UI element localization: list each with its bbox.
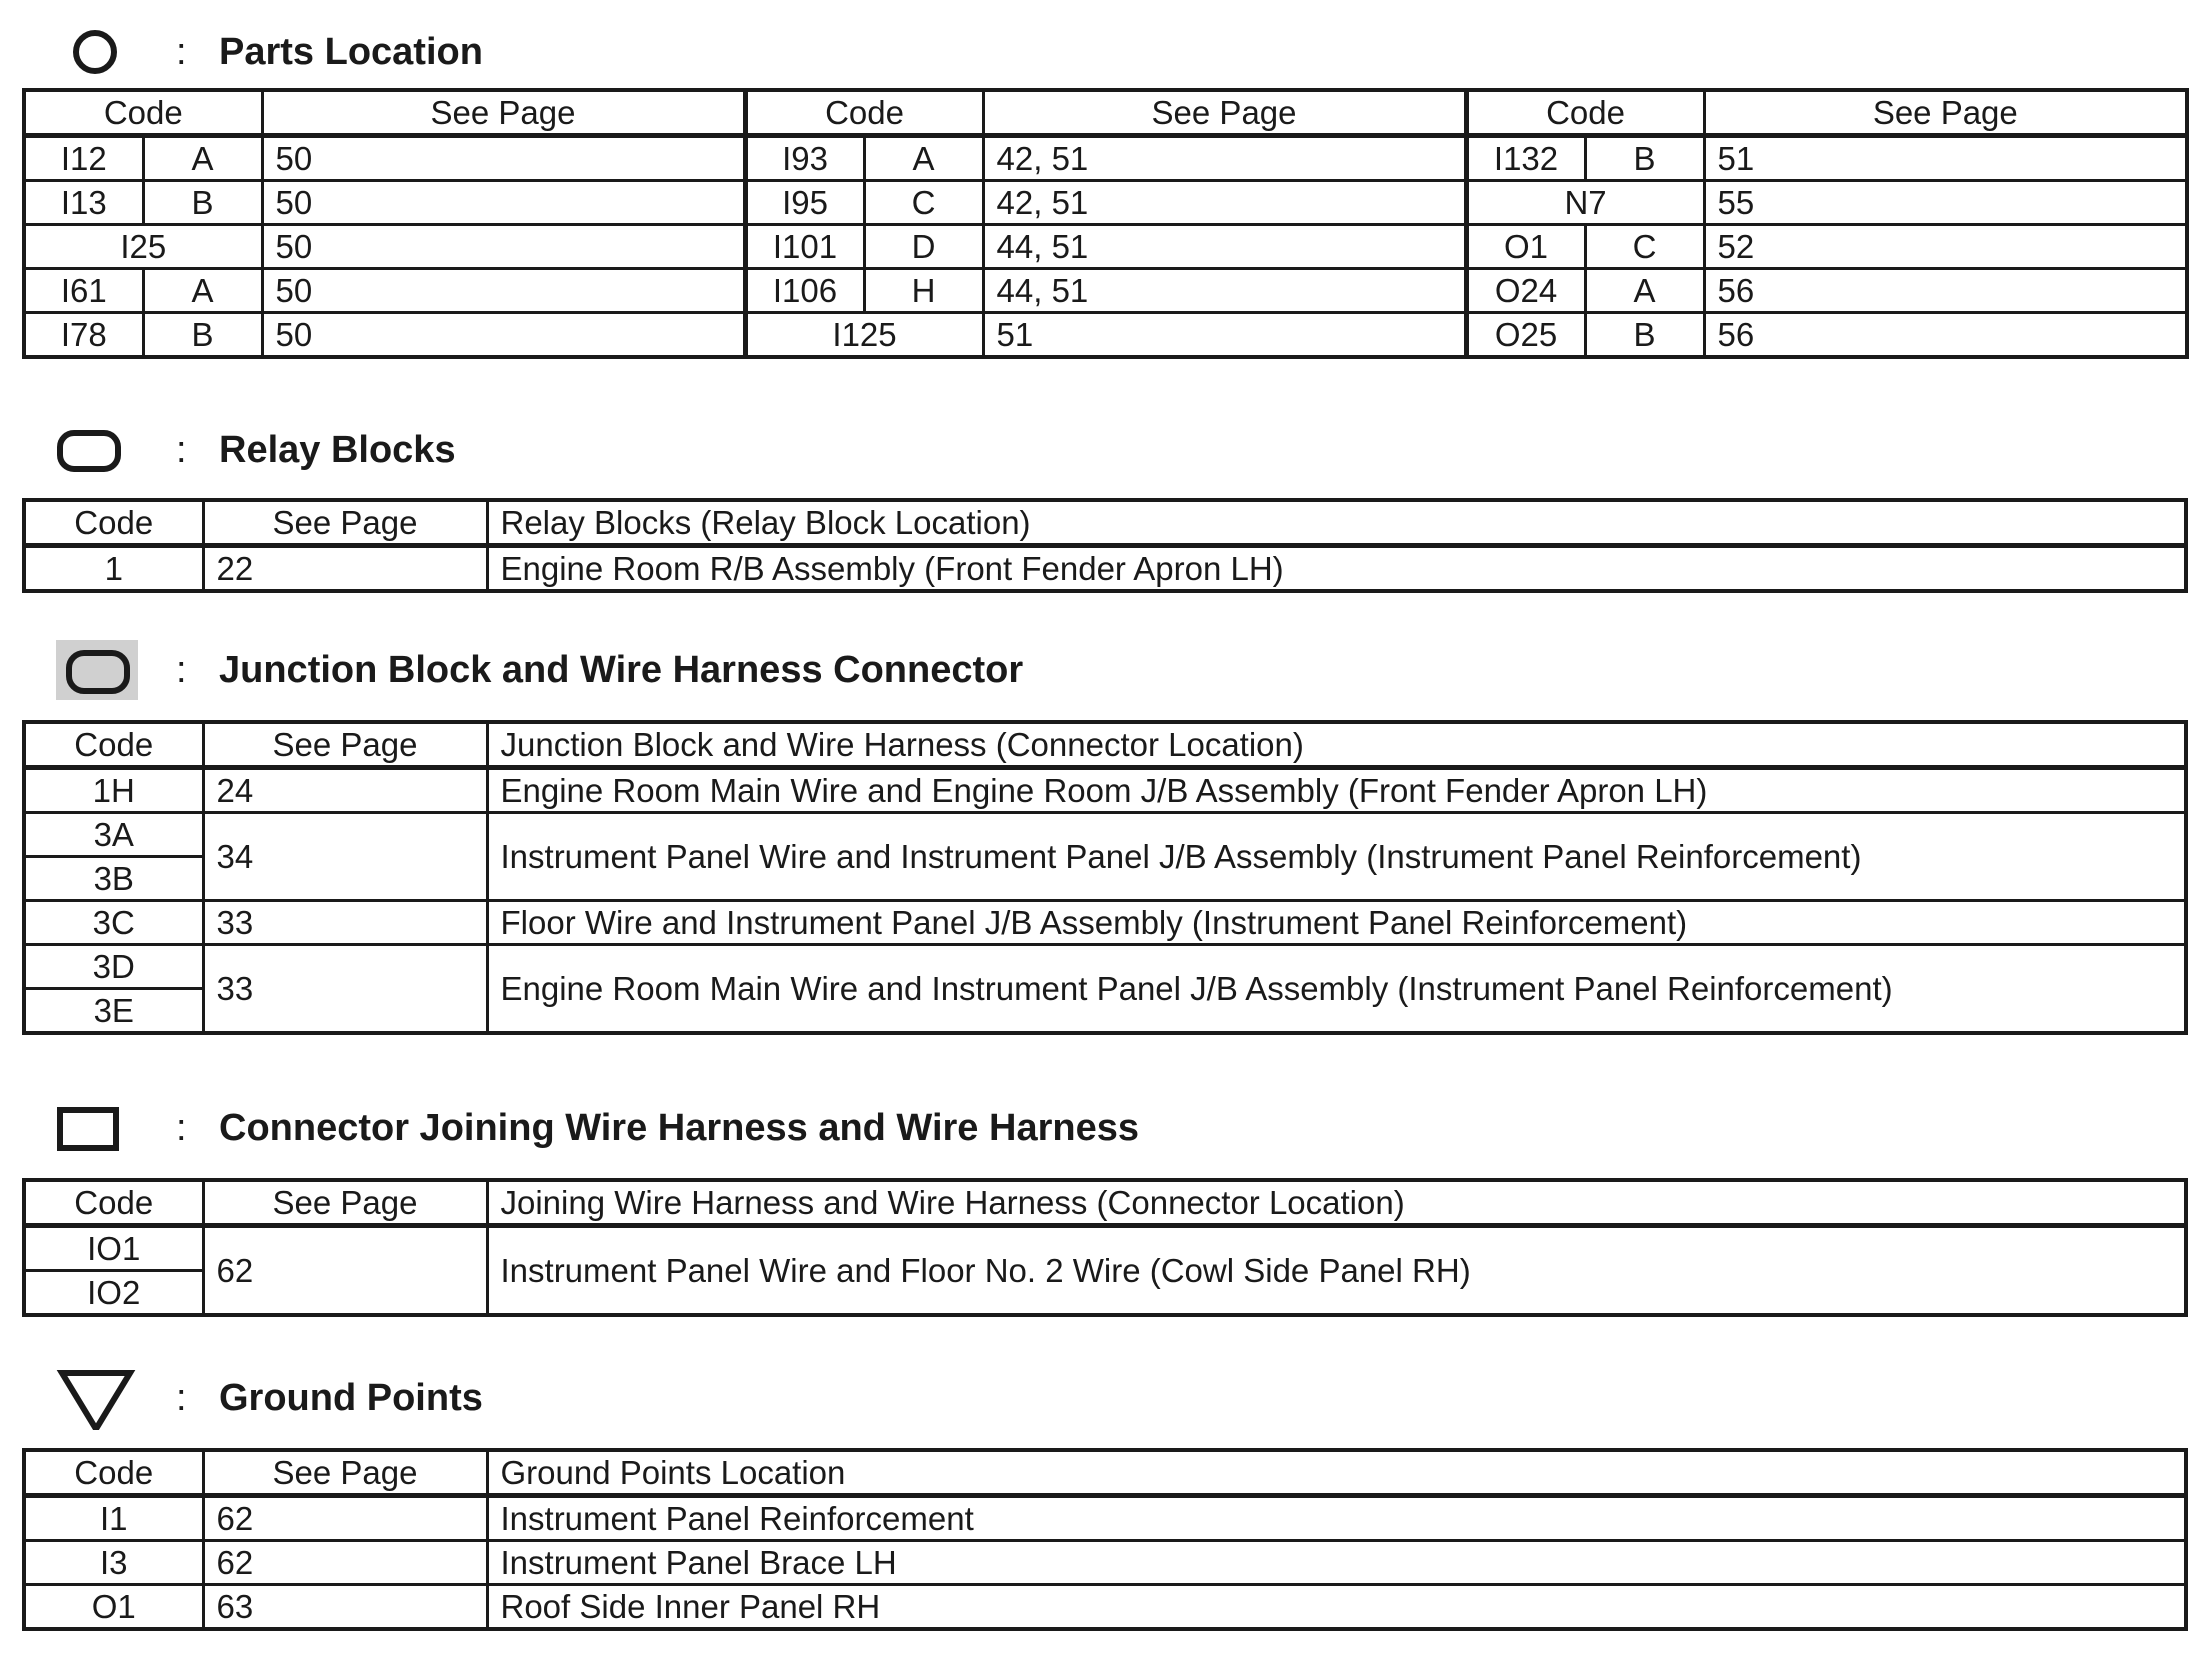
table-row xyxy=(24,813,2186,857)
table-row xyxy=(24,1541,2186,1585)
see-page-cell: 52 xyxy=(1704,225,2187,269)
colon: : xyxy=(176,1377,187,1419)
see-page-cell: 50 xyxy=(262,181,745,225)
code-cell: IO1 xyxy=(24,1226,203,1271)
code-cell: I13 xyxy=(24,181,143,225)
description-cell: Instrument Panel Wire and Instrument Panel J/B Assembly (Instrument Panel Reinforcement) xyxy=(487,813,2186,901)
variant-cell: D xyxy=(864,225,983,269)
see-page-cell: 63 xyxy=(203,1585,487,1630)
code-cell: I12 xyxy=(24,136,143,181)
see-page-cell: 62 xyxy=(203,1541,487,1585)
connector-joining-table xyxy=(22,1178,2188,1317)
header-description: Ground Points Location xyxy=(487,1450,2186,1496)
description-cell: Engine Room R/B Assembly (Front Fender Apron LH) xyxy=(487,546,2186,592)
see-page-cell: 50 xyxy=(262,269,745,313)
code-cell: I3 xyxy=(24,1541,203,1585)
header-code: Code xyxy=(24,90,262,136)
variant-cell: B xyxy=(143,181,262,225)
variant-cell: B xyxy=(143,313,262,358)
code-cell: I25 xyxy=(24,225,262,269)
table-header-row xyxy=(24,1180,2186,1226)
header-description: Joining Wire Harness and Wire Harness (Connector Location) xyxy=(487,1180,2186,1226)
table-row xyxy=(24,136,2187,181)
variant-cell: B xyxy=(1585,313,1704,358)
code-cell: I78 xyxy=(24,313,143,358)
colon: : xyxy=(176,649,187,691)
description-cell: Engine Room Main Wire and Engine Room J/B Assembly (Front Fender Apron LH) xyxy=(487,768,2186,813)
code-cell: I101 xyxy=(745,225,864,269)
table-row xyxy=(24,1226,2186,1271)
see-page-cell: 51 xyxy=(983,313,1466,358)
see-page-cell: 50 xyxy=(262,313,745,358)
code-cell: 3E xyxy=(24,989,203,1034)
see-page-cell: 51 xyxy=(1704,136,2187,181)
circle-icon xyxy=(56,22,138,82)
code-cell: O1 xyxy=(1466,225,1585,269)
code-cell: I106 xyxy=(745,269,864,313)
code-cell: I95 xyxy=(745,181,864,225)
code-cell: I61 xyxy=(24,269,143,313)
variant-cell: A xyxy=(864,136,983,181)
see-page-cell: 44, 51 xyxy=(983,225,1466,269)
variant-cell: B xyxy=(1585,136,1704,181)
table-header-row xyxy=(24,500,2186,546)
table-header-row xyxy=(24,1450,2186,1496)
code-cell: 3C xyxy=(24,901,203,945)
section-title: Relay Blocks xyxy=(219,429,456,471)
header-see-page: See Page xyxy=(203,722,487,768)
see-page-cell: 62 xyxy=(203,1226,487,1316)
see-page-cell: 55 xyxy=(1704,181,2187,225)
see-page-cell: 62 xyxy=(203,1496,487,1541)
header-see-page: See Page xyxy=(203,1450,487,1496)
junction-block-table xyxy=(22,720,2188,1035)
table-row xyxy=(24,269,2187,313)
code-cell: I93 xyxy=(745,136,864,181)
rectangle-icon xyxy=(56,1098,138,1158)
variant-cell: C xyxy=(864,181,983,225)
see-page-cell: 22 xyxy=(203,546,487,592)
code-cell: IO2 xyxy=(24,1271,203,1316)
header-description: Relay Blocks (Relay Block Location) xyxy=(487,500,2186,546)
header-code: Code xyxy=(745,90,983,136)
variant-cell: A xyxy=(143,136,262,181)
parts-location-heading xyxy=(56,22,2132,82)
section-title: Ground Points xyxy=(219,1377,483,1419)
ground-points-heading xyxy=(56,1368,2132,1428)
code-cell: O1 xyxy=(24,1585,203,1630)
see-page-cell: 44, 51 xyxy=(983,269,1466,313)
see-page-cell: 50 xyxy=(262,225,745,269)
table-header-row xyxy=(24,90,2187,136)
header-code: Code xyxy=(24,500,203,546)
description-cell: Instrument Panel Brace LH xyxy=(487,1541,2186,1585)
header-see-page: See Page xyxy=(1704,90,2187,136)
see-page-cell: 33 xyxy=(203,901,487,945)
see-page-cell: 33 xyxy=(203,945,487,1034)
see-page-cell: 34 xyxy=(203,813,487,901)
variant-cell: A xyxy=(1585,269,1704,313)
see-page-cell: 42, 51 xyxy=(983,136,1466,181)
table-row xyxy=(24,768,2186,813)
triangle-icon xyxy=(56,1364,138,1430)
section-title: Junction Block and Wire Harness Connector xyxy=(219,649,1024,691)
header-code: Code xyxy=(24,1180,203,1226)
description-cell: Roof Side Inner Panel RH xyxy=(487,1585,2186,1630)
colon: : xyxy=(176,1107,187,1149)
header-code: Code xyxy=(24,722,203,768)
header-code: Code xyxy=(1466,90,1704,136)
code-cell: 3D xyxy=(24,945,203,989)
code-cell: I1 xyxy=(24,1496,203,1541)
ground-points-table xyxy=(22,1448,2188,1631)
variant-cell: A xyxy=(143,269,262,313)
code-cell: O24 xyxy=(1466,269,1585,313)
table-row xyxy=(24,901,2186,945)
code-cell: N7 xyxy=(1466,181,1704,225)
junction-block-heading xyxy=(56,640,2132,700)
header-code: Code xyxy=(24,1450,203,1496)
table-row xyxy=(24,546,2186,592)
table-row xyxy=(24,945,2186,989)
variant-cell: H xyxy=(864,269,983,313)
code-cell: 3A xyxy=(24,813,203,857)
table-row xyxy=(24,181,2187,225)
relay-blocks-table xyxy=(22,498,2188,593)
code-cell: 3B xyxy=(24,857,203,901)
section-title: Connector Joining Wire Harness and Wire Harness xyxy=(219,1107,1139,1149)
connector-joining-heading xyxy=(56,1098,2132,1158)
relay-blocks-heading xyxy=(56,420,2132,480)
header-see-page: See Page xyxy=(983,90,1466,136)
see-page-cell: 56 xyxy=(1704,313,2187,358)
header-see-page: See Page xyxy=(203,1180,487,1226)
see-page-cell: 56 xyxy=(1704,269,2187,313)
description-cell: Instrument Panel Reinforcement xyxy=(487,1496,2186,1541)
code-cell: I125 xyxy=(745,313,983,358)
see-page-cell: 50 xyxy=(262,136,745,181)
shaded-rounded-rectangle-icon xyxy=(56,640,138,700)
parts-location-table xyxy=(22,88,2189,359)
code-cell: 1H xyxy=(24,768,203,813)
code-cell: 1 xyxy=(24,546,203,592)
rounded-rectangle-icon xyxy=(56,420,138,480)
table-row xyxy=(24,313,2187,358)
header-description: Junction Block and Wire Harness (Connector Location) xyxy=(487,722,2186,768)
colon: : xyxy=(176,429,187,471)
table-header-row xyxy=(24,722,2186,768)
description-cell: Floor Wire and Instrument Panel J/B Assembly (Instrument Panel Reinforcement) xyxy=(487,901,2186,945)
section-title: Parts Location xyxy=(219,31,483,73)
table-row xyxy=(24,1496,2186,1541)
see-page-cell: 24 xyxy=(203,768,487,813)
header-see-page: See Page xyxy=(262,90,745,136)
code-cell: I132 xyxy=(1466,136,1585,181)
table-row xyxy=(24,225,2187,269)
code-cell: O25 xyxy=(1466,313,1585,358)
table-row xyxy=(24,1585,2186,1630)
description-cell: Instrument Panel Wire and Floor No. 2 Wire (Cowl Side Panel RH) xyxy=(487,1226,2186,1316)
description-cell: Engine Room Main Wire and Instrument Panel J/B Assembly (Instrument Panel Reinforcement) xyxy=(487,945,2186,1034)
colon: : xyxy=(176,31,187,73)
header-see-page: See Page xyxy=(203,500,487,546)
see-page-cell: 42, 51 xyxy=(983,181,1466,225)
variant-cell: C xyxy=(1585,225,1704,269)
